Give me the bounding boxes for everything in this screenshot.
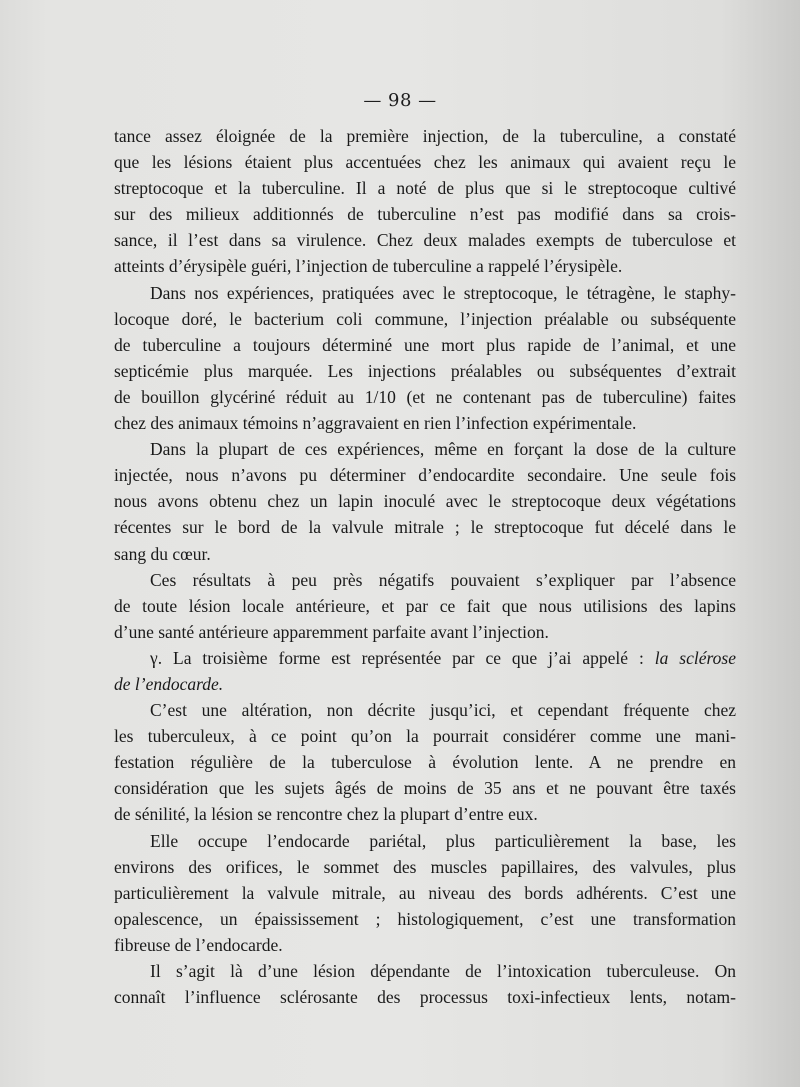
paragraph-start-line: Il s’agit là d’une lésion dépendante de l’intoxication tuberculeuse. On [150,961,736,981]
paragraph-start-line [114,645,736,671]
gamma-text: γ. La troisième forme est représentée par ce que j’ai appelé : [150,647,644,668]
text-line: septicémie plus marquée. Les injections préalables ou subséquentes d’extrait [114,360,736,381]
text-line: récentes sur le bord de la valvule mitrale ; le streptocoque fut décelé dans le [114,517,736,538]
text-line: considération que les sujets âgés de moins de 35 ans et ne pouvant être taxés [114,778,736,799]
text-line: atteints d’érysipèle guéri, l’injection de tuberculine a rappelé l’érysipèle. [114,256,623,277]
text-line: injectée, nous n’avons pu déterminer d’endocardite secondaire. Une seule fois [114,465,736,486]
text-line: d’une santé antérieure apparemment parfaite avant l’injection. [114,621,549,642]
text-line: les tuberculeux, à ce point qu’on la pourrait considérer comme une mani- [114,726,736,747]
text-line: fibreuse de l’endocarde. [114,934,283,955]
text-line: nous avons obtenu chez un lapin inoculé avec le streptocoque deux végétations [114,491,736,512]
paragraph-start-line: Dans nos expériences, pratiquées avec le streptocoque, le tétragène, le staphy- [150,282,736,303]
text-line: particulièrement la valvule mitrale, au niveau des bords adhérents. C’est une [114,882,736,903]
text-line: locoque doré, le bacterium coli commune, l’injection préalable ou subséquente [114,308,736,329]
text-line: de sénilité, la lésion se rencontre chez la plupart d’entre eux. [114,804,538,825]
text-line: connaît l’influence sclérosante des processus toxi-infectieux lents, notam- [114,987,736,1008]
body-text [114,123,736,1010]
text-line: festation régulière de la tuberculose à évolution lente. A ne prendre en [114,752,736,773]
text-line: chez des animaux témoins n’aggravaient en rien l’infection expérimentale. [114,413,637,434]
text-line: sur des milieux additionnés de tuberculine n’est pas modifié dans sa crois- [114,204,736,225]
page-number: — 98 — [363,90,437,111]
text-line: environs des orifices, le sommet des muscles papillaires, des valvules, plus [114,856,736,877]
text-line: tance assez éloignée de la première injection, de la tuberculine, a constaté [114,126,736,146]
paragraph-start-line: Dans la plupart de ces expériences, même en forçant la dose de la culture [150,439,736,460]
text-line: de tuberculine a toujours déterminé une mort plus rapide de l’animal, et une [114,334,736,355]
italic-term-line: de l’endocarde. [114,673,224,694]
paragraph-start-line: C’est une altération, non décrite jusqu’ici, et cependant fréquente chez [150,700,736,721]
text-line: sance, il l’est dans sa virulence. Chez deux malades exempts de tuberculose et [114,230,736,251]
text-line: de bouillon glycériné réduit au 1/10 (et ne contenant pas de tuberculine) faites [114,386,736,407]
text-line: de toute lésion locale antérieure, et par ce fait que nous utilisions des lapins [114,595,736,616]
text-line: streptocoque et la tuberculine. Il a noté de plus que si le streptocoque cultivé [114,178,736,199]
italic-term: la sclérose [654,647,737,668]
text-line: que les lésions étaient plus accentuées chez les animaux qui avaient reçu le [114,152,736,173]
text-line: sang du cœur. [114,543,211,564]
paragraph-start-line: Ces résultats à peu près négatifs pouvaient s’expliquer par l’absence [150,569,736,590]
paragraph-start-line: Elle occupe l’endocarde pariétal, plus particulièrement la base, les [150,830,736,851]
text-line: opalescence, un épaississement ; histologiquement, c’est une transformation [114,908,736,929]
